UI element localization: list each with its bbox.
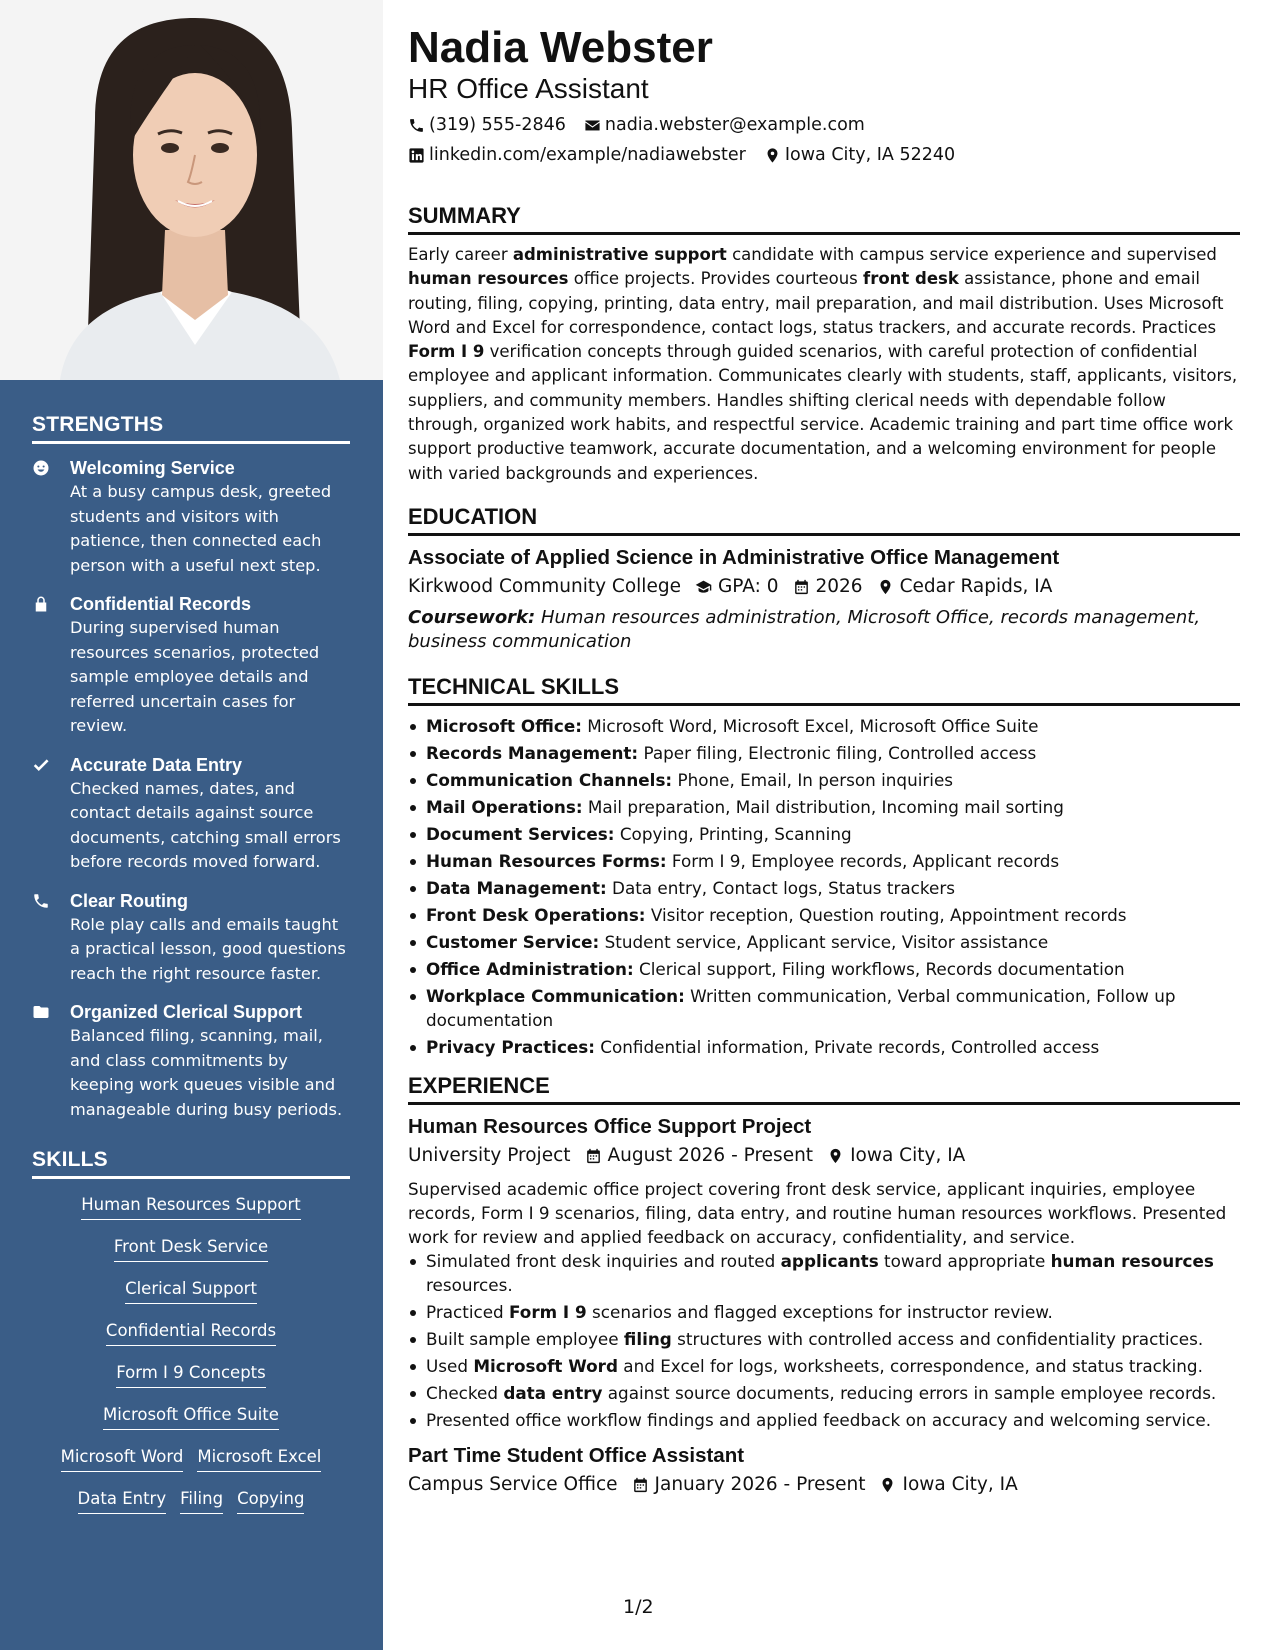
- skill-values: Form I 9, Employee records, Applicant records: [666, 850, 1060, 871]
- job-bullets: [408, 1249, 1240, 1432]
- emphasis: filing: [623, 1328, 672, 1349]
- skill-row: [32, 1277, 350, 1304]
- candidate-role: HR Office Assistant: [408, 73, 649, 104]
- linkedin-text: linkedin.com/example/nadiawebster: [429, 145, 746, 165]
- year-text: 2026: [815, 575, 863, 597]
- gpa-text: GPA: 0: [717, 575, 779, 597]
- technical-skills-list: [408, 714, 1240, 1059]
- profile-photo: [0, 0, 383, 380]
- text-run: structures with controlled access and confidentiality practices.: [671, 1328, 1204, 1349]
- strength-item: [32, 456, 350, 578]
- calendar-icon: [632, 1475, 649, 1495]
- strength-title: Confidential Records: [70, 594, 252, 614]
- email-contact[interactable]: [584, 112, 865, 138]
- technical-skill-item: [408, 795, 1240, 819]
- calendar-icon: [585, 1146, 602, 1166]
- skills-list: [32, 1193, 350, 1514]
- skill-tag: Microsoft Excel: [197, 1445, 321, 1472]
- folder-icon: [32, 1000, 70, 1122]
- strength-title: Welcoming Service: [70, 458, 235, 478]
- experience-list: [408, 1113, 1240, 1500]
- job-meta: [408, 1470, 1240, 1500]
- text-run: assistance, phone and email routing, filing, copying, printing, data entry, mail preparation, and mail distribution. Uses Microsoft Word and Excel for correspondence, contact logs, status trackers, and accurate records. Practices: [408, 269, 1224, 337]
- skills-heading: SKILLS: [32, 1148, 350, 1179]
- job-location-item: [823, 1141, 965, 1171]
- skill-category: Mail Operations:: [426, 796, 583, 817]
- skill-category: Document Services:: [426, 823, 615, 844]
- skill-values: Student service, Applicant service, Visitor assistance: [599, 931, 1049, 952]
- strength-description: Checked names, dates, and contact details against source documents, catching small errors before records moved forward.: [70, 778, 341, 871]
- skill-row: [32, 1403, 350, 1430]
- skill-category: Privacy Practices:: [426, 1036, 595, 1057]
- emphasis: front desk: [863, 269, 959, 289]
- emphasis: human resources: [1050, 1250, 1214, 1271]
- smile-icon: [32, 456, 70, 578]
- skill-row: [32, 1235, 350, 1262]
- emphasis: applicants: [780, 1250, 879, 1271]
- map-pin-icon: [879, 1475, 896, 1495]
- technical-skill-item: [408, 903, 1240, 927]
- skill-category: Microsoft Office:: [426, 715, 582, 736]
- year-item: [789, 572, 863, 602]
- technical-skill-item: [408, 957, 1240, 981]
- page-number: 1/2: [623, 1596, 654, 1618]
- strengths-list: [32, 456, 350, 1122]
- technical-skill-item: [408, 822, 1240, 846]
- experience-item: [408, 1442, 1240, 1500]
- skill-tag: Human Resources Support: [81, 1193, 301, 1220]
- map-pin-icon: [877, 577, 894, 597]
- sidebar-content: [32, 413, 350, 1529]
- job-bullet: [408, 1300, 1240, 1324]
- text-run: scenarios and flagged exceptions for instructor review.: [586, 1301, 1053, 1322]
- skill-row: [32, 1193, 350, 1220]
- technical-skill-item: [408, 714, 1240, 738]
- skill-row: [32, 1361, 350, 1388]
- text-run: against source documents, reducing errors in sample employee records.: [602, 1382, 1217, 1403]
- skill-category: Office Administration:: [426, 958, 634, 979]
- strength-item: [32, 1000, 350, 1122]
- skill-category: Communication Channels:: [426, 769, 673, 790]
- summary-paragraph: [408, 243, 1240, 486]
- skill-tag: Data Entry: [78, 1487, 167, 1514]
- phone-icon: [408, 117, 425, 134]
- experience-item: [408, 1113, 1240, 1432]
- linkedin-contact[interactable]: [408, 142, 746, 168]
- strength-item: [32, 753, 350, 875]
- technical-skill-item: [408, 984, 1240, 1032]
- summary-heading: SUMMARY: [408, 203, 1240, 235]
- strength-description: At a busy campus desk, greeted students and visitors with patience, then connected each person with a useful next step.: [70, 482, 332, 575]
- text-run: Built sample employee: [426, 1328, 624, 1349]
- emphasis: Form I 9: [509, 1301, 587, 1322]
- job-dates: August 2026 - Present: [607, 1144, 814, 1166]
- job-bullet: [408, 1381, 1240, 1405]
- profile-photo-illustration: [0, 0, 383, 380]
- job-bullet: [408, 1327, 1240, 1351]
- technical-skill-item: [408, 876, 1240, 900]
- job-location-item: [875, 1470, 1017, 1500]
- check-icon: [32, 753, 70, 875]
- coursework-label: Coursework:: [408, 606, 536, 628]
- text-run: verification concepts through guided scenarios, with careful protection of confidential employee and applicant information. Communicates clearly with students, staff, applicants, visitors, suppliers, and community members. Handles shifting clerical needs with dependable follow through, organized work habits, and respectful service. Academic training and part time office work support productive teamwork, accurate documentation, and a welcoming environment for people with varied backgrounds and experiences.: [408, 342, 1238, 483]
- school-name: Kirkwood Community College: [408, 575, 681, 597]
- skill-values: Data entry, Contact logs, Status trackers: [606, 877, 955, 898]
- skill-values: Phone, Email, In person inquiries: [672, 769, 954, 790]
- skill-values: Paper filing, Electronic filing, Controlled access: [638, 742, 1037, 763]
- sidebar: [0, 0, 383, 1650]
- job-dates-item: [581, 1141, 814, 1171]
- skill-category: Customer Service:: [426, 931, 600, 952]
- graduation-cap-icon: [695, 577, 712, 597]
- job-location: Iowa City, IA: [902, 1473, 1018, 1495]
- envelope-icon: [584, 117, 601, 134]
- emphasis: Form I 9: [408, 342, 485, 362]
- strength-title: Clear Routing: [70, 890, 189, 911]
- email-text: nadia.webster@example.com: [604, 115, 865, 135]
- coursework-text: Human resources administration, Microsoft Office, records management, business communication: [408, 606, 1201, 652]
- lock-icon: [32, 592, 70, 739]
- skill-tag: Confidential Records: [106, 1319, 276, 1346]
- skill-values: Confidential information, Private records, Controlled access: [594, 1036, 1100, 1057]
- technical-skill-item: [408, 849, 1240, 873]
- technical-skill-item: [408, 768, 1240, 792]
- education-heading: EDUCATION: [408, 504, 1240, 536]
- job-organization: Campus Service Office: [408, 1473, 618, 1495]
- job-bullet: [408, 1354, 1240, 1378]
- skill-tag: Form I 9 Concepts: [116, 1361, 266, 1388]
- emphasis: administrative support: [512, 245, 727, 264]
- skill-tag: Front Desk Service: [114, 1235, 268, 1262]
- job-bullet: [408, 1249, 1240, 1297]
- contact-row-1: [408, 112, 1240, 138]
- edu-location-text: Cedar Rapids, IA: [899, 575, 1053, 597]
- job-location: Iowa City, IA: [850, 1144, 966, 1166]
- job-description: Supervised academic office project covering front desk service, applicant inquiries, employee records, Form I 9 scenarios, filing, data entry, and routine human resources workflows. Presented work for review and applied feedback on accuracy, confidentiality, and service.: [408, 1178, 1227, 1247]
- emphasis: Microsoft Word: [473, 1355, 618, 1376]
- text-run: Simulated front desk inquiries and routed: [426, 1250, 781, 1271]
- phone-contact[interactable]: [408, 112, 566, 138]
- skill-tag: Microsoft Office Suite: [103, 1403, 279, 1430]
- skill-tag: Copying: [237, 1487, 304, 1514]
- candidate-name: Nadia Webster: [408, 23, 713, 72]
- main-content: [408, 22, 1240, 1500]
- skill-values: Mail preparation, Mail distribution, Incoming mail sorting: [582, 796, 1064, 817]
- skill-values: Visitor reception, Question routing, Appointment records: [645, 904, 1127, 925]
- skill-row: [32, 1445, 350, 1472]
- strength-item: [32, 889, 350, 987]
- phone-text: (319) 555-2846: [429, 115, 566, 135]
- job-organization: University Project: [408, 1144, 571, 1166]
- experience-heading: EXPERIENCE: [408, 1073, 1240, 1105]
- skill-category: Workplace Communication:: [426, 985, 685, 1006]
- text-run: resources.: [426, 1274, 513, 1295]
- skill-tag: Microsoft Word: [61, 1445, 184, 1472]
- strength-item: [32, 592, 350, 739]
- calendar-icon: [793, 577, 810, 597]
- skill-values: Copying, Printing, Scanning: [614, 823, 852, 844]
- strength-description: During supervised human resources scenarios, protected sample employee details and referred uncertain cases for review.: [70, 618, 320, 735]
- job-bullet: [408, 1408, 1240, 1432]
- job-dates-item: [628, 1470, 866, 1500]
- strength-description: Balanced filing, scanning, mail, and class commitments by keeping work queues visible and manageable during busy periods.: [70, 1026, 343, 1119]
- text-run: candidate with campus service experience and supervised: [726, 245, 1217, 264]
- skill-category: Data Management:: [426, 877, 607, 898]
- degree-title: Associate of Applied Science in Administrative Office Management: [408, 545, 1060, 569]
- edu-location-item: [873, 572, 1053, 602]
- skill-category: Human Resources Forms:: [426, 850, 667, 871]
- text-run: toward appropriate: [878, 1250, 1051, 1271]
- education-meta: [408, 572, 1240, 602]
- text-run: Early career: [408, 245, 513, 264]
- contact-row-2: [408, 142, 1240, 168]
- job-meta: [408, 1141, 1240, 1171]
- skill-tag: Clerical Support: [125, 1277, 257, 1304]
- skill-values: Written communication, Verbal communication, Follow up documentation: [426, 985, 1176, 1030]
- skill-values: Microsoft Word, Microsoft Excel, Microsoft Office Suite: [581, 715, 1039, 736]
- job-title: Human Resources Office Support Project: [408, 1114, 812, 1138]
- linkedin-icon: [408, 147, 425, 164]
- skill-row: [32, 1319, 350, 1346]
- gpa-item: [691, 572, 779, 602]
- emphasis: data entry: [503, 1382, 603, 1403]
- phone-icon: [32, 889, 70, 987]
- technical-skill-item: [408, 1035, 1240, 1059]
- skill-category: Front Desk Operations:: [426, 904, 646, 925]
- text-run: and Excel for logs, worksheets, correspondence, and status tracking.: [617, 1355, 1203, 1376]
- text-run: Presented office workflow findings and applied feedback on accuracy and welcoming service.: [426, 1409, 1212, 1430]
- skill-values: Clerical support, Filing workflows, Records documentation: [633, 958, 1125, 979]
- text-run: Practiced: [426, 1301, 510, 1322]
- text-run: Used: [426, 1355, 474, 1376]
- text-run: office projects. Provides courteous: [568, 269, 864, 289]
- map-pin-icon: [764, 147, 781, 164]
- skill-row: [32, 1487, 350, 1514]
- strength-description: Role play calls and emails taught a practical lesson, good questions reach the right resource faster.: [70, 914, 346, 983]
- location-text: Iowa City, IA 52240: [784, 145, 956, 165]
- map-pin-icon: [827, 1146, 844, 1166]
- job-title: Part Time Student Office Assistant: [408, 1443, 745, 1467]
- location-contact: [764, 142, 955, 168]
- emphasis: human resources: [408, 269, 569, 289]
- skill-category: Records Management:: [426, 742, 639, 763]
- text-run: Checked: [426, 1382, 504, 1403]
- strength-title: Organized Clerical Support: [70, 1002, 303, 1022]
- skill-tag: Filing: [180, 1487, 223, 1514]
- technical-skill-item: [408, 930, 1240, 954]
- technical-skills-heading: TECHNICAL SKILLS: [408, 674, 1240, 706]
- job-dates: January 2026 - Present: [654, 1473, 866, 1495]
- strength-title: Accurate Data Entry: [70, 754, 243, 775]
- technical-skill-item: [408, 741, 1240, 765]
- coursework: [408, 606, 1240, 654]
- strengths-heading: STRENGTHS: [32, 413, 350, 444]
